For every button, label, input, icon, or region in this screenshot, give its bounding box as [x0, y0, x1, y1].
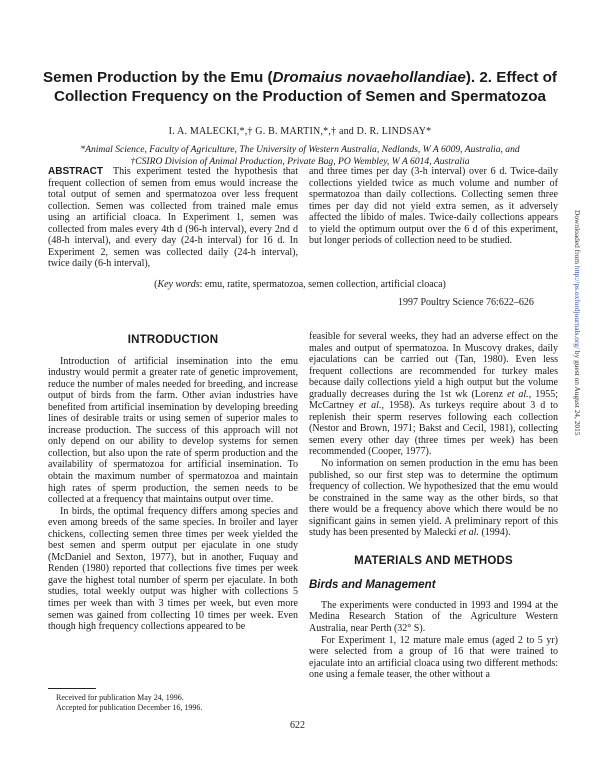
affiliation: *Animal Science, Faculty of Agriculture, The University of Western Australia, Nedlands, W A 6009, Australia, and: [80, 144, 520, 155]
abstract-text: This experiment tested the hypothesis that frequent collection of semen from emus would increase the total output of semen and spermatozoa over less frequent collection. Semen was collected from trained male emus using an artificial cloaca. In Experiment 1, semen was collected from males every 4th d (96-h interval), every 2nd d (48-h interval), and every day (24-h interval) for 16 d. In Experiment 2, semen was collected daily (24-h interval), twice daily (6-h interval),: [48, 166, 298, 270]
paragraph: Introduction of artificial insemination into the emu industry would permit a greater rate of genetic improvement, reduce the number of males needed for breeding, and increase output of birds from the farm. Other avian industries have benefited from artificial insemination by developing breeding lines of desirable traits or using semen of superior males to increase production. The success of this approach will not only depend on our ability to develop systems for semen collection, but also upon the rate of sperm production and the availability of spermatozoa for artificial insemination. To obtain the maximum number of spermatozoa and maintain high rates of sperm production, the semen needs to be collected at a frequency that maintains output over time.: [48, 355, 298, 506]
subheading-birds-management: Birds and Management: [309, 579, 436, 592]
species-name: Dromaius novaehollandiae: [272, 69, 466, 86]
abstract-left: [48, 166, 298, 270]
paragraph: The experiments were conducted in 1993 and 1994 at the Medina Research Station of the Agriculture Western Australia, near Perth (32° S).: [309, 599, 558, 635]
download-notice: Downloaded from http://ps.oxfordjournals.org/ by guest on August 24, 2015: [573, 210, 582, 436]
affiliations: [0, 144, 600, 168]
paragraph: In birds, the optimal frequency differs among species and even among breeds of the same species. In broiler and layer chickens, collecting semen three times per week yielded the best semen and sperm output per ejaculate in one study (McDaniel and Sexton, 1977), but in another, Fuquay and Renden (1980) reported that collections five times per week gave the highest total number of sperm per ejaculate. In both studies, total weekly output was higher with collections 5 times per week than with 3 times per week, but even more semen was gained from collecting 10 times per week. Even though high frequency collections appeared to be: [48, 505, 298, 633]
journal-citation: 1997 Poultry Science 76:622–626: [398, 297, 534, 308]
key-words-label: Key words: [157, 279, 200, 290]
key-words-text: emu, ratite, spermatozoa, semen collection, artificial cloaca: [204, 279, 443, 290]
abstract-label: ABSTRACT: [48, 166, 103, 177]
right-column: [309, 331, 558, 681]
affiliation: †CSIRO Division of Animal Production, Private Bag, PO Wembley, W A 6014, Australia: [130, 156, 470, 167]
paragraph: For Experiment 1, 12 mature male emus (aged 2 to 5 yr) were selected from a group of 16 that were trained to ejaculate into an artificial cloaca using two different methods: one using a female teaser, the other without a: [309, 634, 558, 681]
footnote-rule: [48, 688, 96, 689]
download-link[interactable]: http://ps.oxfordjournals.org/: [573, 265, 582, 350]
title-line-2: Collection Frequency on the Production of Semen and Spermatozoa: [54, 88, 546, 105]
footnote-received: Received for publication May 24, 1996.: [56, 693, 184, 702]
abstract-right: and three times per day (3-h interval) over 6 d. Twice-daily collections yielded twice as much volume and number of spermatozoa than daily collections. Collecting semen three times per day did not yield extra semen, as it adversely affected the libido of males. Twice-daily collections appears to yield the optimum output over the 6 d of this experiment, but longer periods of collection need to be studied.: [309, 166, 558, 247]
methods-heading: MATERIALS AND METHODS: [354, 554, 513, 567]
authors: I. A. MALECKI,*,† G. B. MARTIN,*,† and D. R. LINDSAY*: [168, 126, 432, 137]
title-text: Semen Production by the Emu (: [43, 69, 273, 86]
introduction-heading: INTRODUCTION: [127, 334, 219, 346]
footnote-accepted: Accepted for publication December 16, 1996.: [56, 703, 203, 712]
paragraph: No information on semen production in the emu has been published, so our first step was to determine the optimum frequency of collection. We hypothesized that the emu would be constrained in the same way as the other birds, so that there would be a frequency above which there would be no significant gains in semen yield. A preliminary report of this study has been presented by Malecki et al. (1994).: [309, 458, 558, 539]
paper-title: [0, 68, 600, 106]
left-column: [48, 335, 298, 633]
paragraph: feasible for several weeks, they had an adverse effect on the males and output of spermatozoa. In Muscovy drakes, daily ejaculations can be carried out (Tan, 1980). Even less frequent collections are recommended for turkey males because daily collections yield a high output but the volume gradually decreases during the 1st wk (Lorenz et al., 1955; McCartney et al., 1958). As turkeys require about 3 d to replenish their sperm reserves following each collection (Nestor and Brown, 1971; Bakst and Cecil, 1981), collecting semen every other day (three times per week) has been recommended (Cooper, 1977).: [309, 331, 558, 458]
page-number: 622: [290, 720, 305, 731]
key-words: (Key words: emu, ratite, spermatozoa, semen collection, artificial cloaca): [154, 279, 446, 290]
title-text: ). 2. Effect of: [465, 69, 557, 86]
